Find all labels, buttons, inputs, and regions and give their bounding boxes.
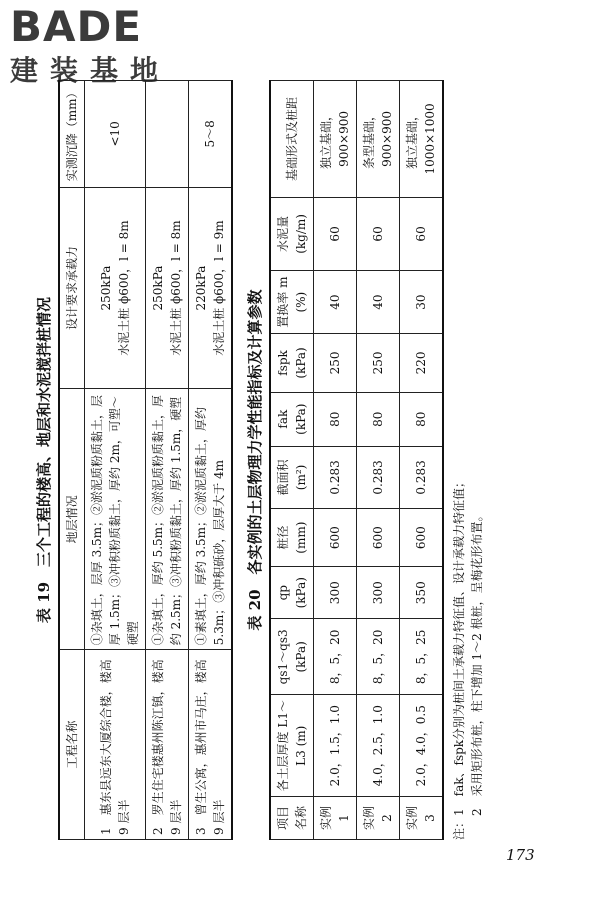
t19-h-strata: 地层情况 <box>59 389 85 650</box>
t19-cell-name: 1 惠东县远东大厦综合楼，楼高 9 层半 <box>85 650 146 840</box>
t20-cell: 600 <box>314 509 357 567</box>
t20-cell: 独立基础，900×900 <box>314 81 357 198</box>
t19-pile-spec: 水泥土桩 ϕ600，l = 8m <box>117 220 131 356</box>
t20-cell: 0.283 <box>314 446 357 508</box>
t19-capacity-value: 250kPa <box>151 265 165 311</box>
t19-cell-capacity <box>146 187 189 389</box>
t20-h-area: 截面积 (m²) <box>270 446 314 508</box>
t19-h-capacity: 设计要求承载力 <box>59 187 85 389</box>
t20-cell: 60 <box>314 197 357 270</box>
t20-h-diameter: 桩径 (mm) <box>270 509 314 567</box>
t20-cell: 0.283 <box>400 446 444 508</box>
t19-cell-settlement: 5～8 <box>189 81 233 188</box>
t20-cell: 300 <box>314 567 357 619</box>
t19-cell-strata: ①素填土，厚约 3.5m；②淤泥质黏土，厚约 5.3m；③冲积砾砂，层厚大于 4m <box>189 389 233 650</box>
table20-row <box>357 81 400 840</box>
t20-cell: 600 <box>400 509 444 567</box>
t20-h-thickness: 各土层厚度 L1～L3 (m) <box>270 695 314 797</box>
table19 <box>58 80 233 840</box>
t20-cell: 独立基础，1000×1000 <box>400 81 444 198</box>
t19-h-settlement: 实测沉降（mm） <box>59 81 85 188</box>
t20-cell: 220 <box>400 334 444 392</box>
t20-h-case: 项目名称 <box>270 796 314 839</box>
table19-row <box>85 81 146 840</box>
table19-header-row <box>59 81 85 840</box>
table-notes <box>450 80 486 840</box>
logo-subtitle: 建装基地 <box>10 54 171 87</box>
t20-cell: 条型基础，900×900 <box>357 81 400 198</box>
t19-cell-name: 2 罗生住宅楼惠州陈江镇，楼高 9 层半 <box>146 650 189 840</box>
table20-title: 表 20 各实例的土层物理力学性能指标及计算参数 <box>246 289 264 631</box>
t20-cell: 8，5，25 <box>400 619 444 695</box>
t19-pile-spec: 水泥土桩 ϕ600，l = 8m <box>169 220 183 356</box>
t20-cell: 40 <box>357 270 400 333</box>
t20-cell: 40 <box>314 270 357 333</box>
t19-capacity-value: 250kPa <box>99 265 113 311</box>
t20-h-ratio: 置换率 m (%) <box>270 270 314 333</box>
t19-cell-strata: ①杂填土，厚约 5.5m；②淤泥质粉质黏土，厚约 2.5m；③冲积粉质黏土，厚约 1.5m，硬塑 <box>146 389 189 650</box>
page-number: 173 <box>506 846 535 864</box>
t20-cell: 80 <box>400 392 444 446</box>
t19-cell-capacity <box>189 187 233 389</box>
table19-row <box>146 81 189 840</box>
t20-cell: 80 <box>357 392 400 446</box>
rotated-page-content <box>30 80 570 840</box>
t20-cell: 60 <box>400 197 444 270</box>
t19-h-name: 工程名称 <box>59 650 85 840</box>
t20-cell: 8，5，20 <box>314 619 357 695</box>
t20-cell: 250 <box>314 334 357 392</box>
t20-cell: 实例 1 <box>314 796 357 839</box>
t20-cell: 实例 3 <box>400 796 444 839</box>
table20-header-row <box>270 81 314 840</box>
t20-cell: 30 <box>400 270 444 333</box>
t20-cell: 0.283 <box>357 446 400 508</box>
t19-capacity-value: 220kPa <box>194 265 208 311</box>
note-line: 2 采用矩形布桩，柱下增加 1～2 根桩，呈梅花形布置。 <box>470 509 484 840</box>
t20-h-fak: fak (kPa) <box>270 392 314 446</box>
t19-cell-strata: ①杂填土，层厚 3.5m；②淤泥质粉质黏土，层厚 1.5m；③冲积粉质黏土，厚约 2m，可塑～硬塑 <box>85 389 146 650</box>
t20-cell: 2.0，4.0，0.5 <box>400 695 444 797</box>
t20-cell: 2.0，1.5，1.0 <box>314 695 357 797</box>
note-line: 注：1 fak、fspk分别为桩间土承载力特征值、设计承载力特征值； <box>452 475 466 840</box>
table19-row <box>189 81 233 840</box>
t20-cell: 80 <box>314 392 357 446</box>
t20-cell: 250 <box>357 334 400 392</box>
table20-row <box>400 81 444 840</box>
table20-row <box>314 81 357 840</box>
table20 <box>269 80 444 840</box>
t20-cell: 实例 2 <box>357 796 400 839</box>
t19-cell-settlement: <10 <box>85 81 146 188</box>
table19-title: 表 19 三个工程的楼高、地层和水泥搅拌桩情况 <box>35 296 53 624</box>
logo-wordmark: BADE <box>10 2 143 51</box>
t20-cell: 60 <box>357 197 400 270</box>
t20-cell: 350 <box>400 567 444 619</box>
t20-cell: 4.0，2.5，1.0 <box>357 695 400 797</box>
t20-h-qp: qp (kPa) <box>270 567 314 619</box>
t20-cell: 8，5，20 <box>357 619 400 695</box>
t20-h-qs: qs1～qs3 (kPa) <box>270 619 314 695</box>
t19-pile-spec: 水泥土桩 ϕ600，l = 9m <box>212 220 226 356</box>
t20-cell: 600 <box>357 509 400 567</box>
t20-h-cement: 水泥量 (kg/m) <box>270 197 314 270</box>
t20-h-foundation: 基础形式及桩距 <box>270 81 314 198</box>
t20-h-fspk: fspk (kPa) <box>270 334 314 392</box>
t19-cell-capacity <box>85 187 146 389</box>
t20-cell: 300 <box>357 567 400 619</box>
t19-cell-name: 3 曾生公寓，惠州市马庄，楼高 9 层半 <box>189 650 233 840</box>
t19-cell-settlement <box>146 81 189 188</box>
